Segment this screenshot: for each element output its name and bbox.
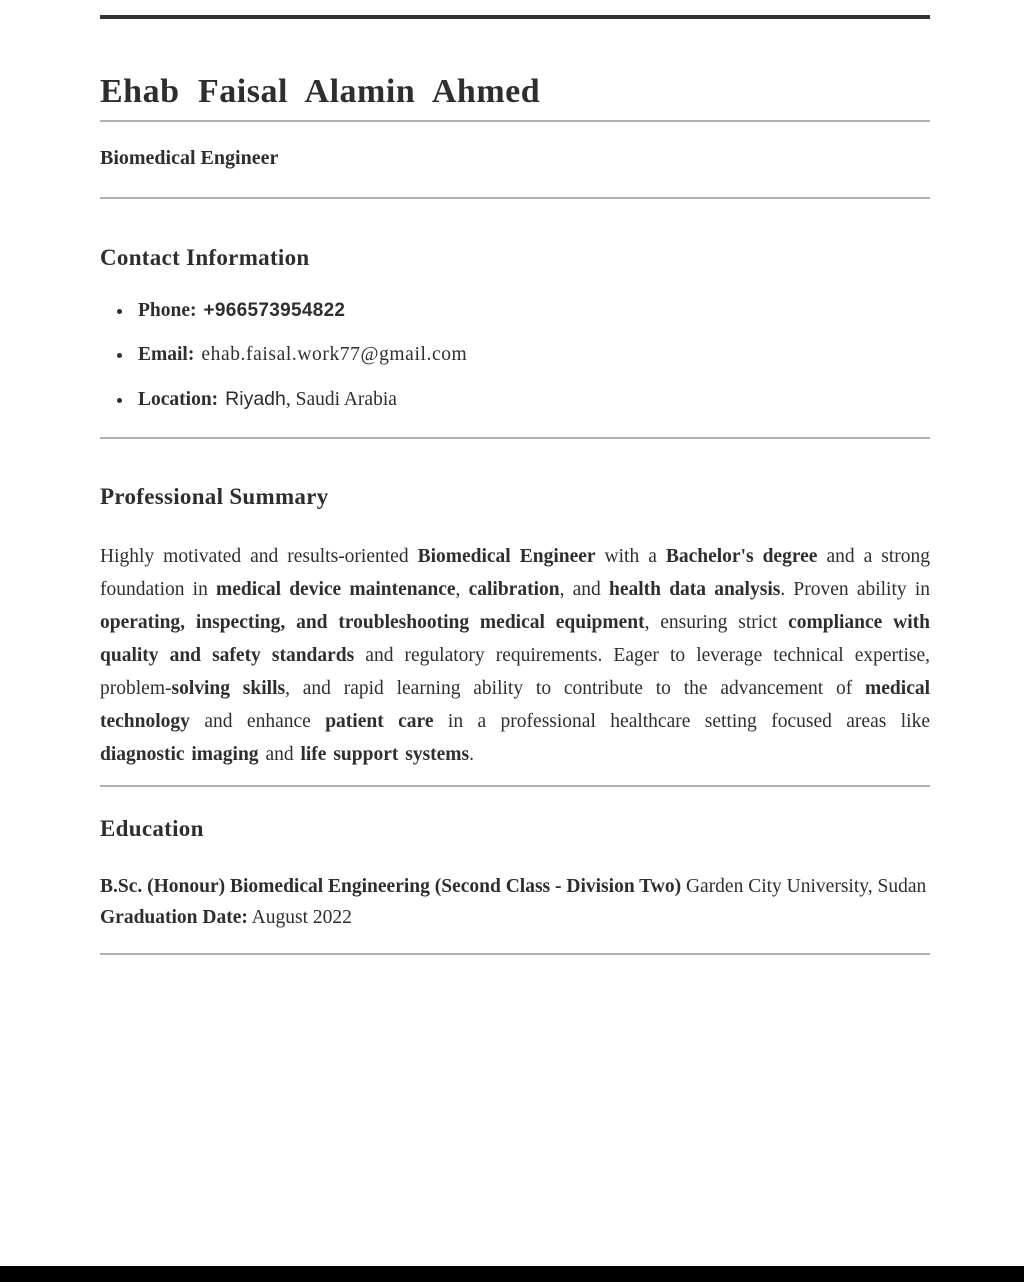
location-country-value: , Saudi Arabia xyxy=(285,388,397,410)
candidate-name: Ehab Faisal Alamin Ahmed xyxy=(100,73,541,110)
email-label: Email: xyxy=(138,343,195,365)
top-divider-bar xyxy=(100,15,930,19)
horizontal-rule xyxy=(100,953,930,955)
professional-summary-paragraph: Highly motivated and results-oriented Biomedical Engineer with a Bachelor's degree and a strong foundation in medical device maintenance, calibration, and health data analysis. Proven ability in operating, inspecting, and troubleshooting medical equipment, ensuring strict compliance with quality and safety standards and regulatory requirements. Eager to leverage technical expertise, problem-solving skills, and rapid learning ability to contribute to the advancement of medical technology and enhance patient care in a professional healthcare setting focused areas like diagnostic imaging and life support systems. xyxy=(100,545,931,765)
education-section-heading: Education xyxy=(100,815,204,841)
horizontal-rule xyxy=(100,785,930,787)
horizontal-rule xyxy=(100,437,930,439)
horizontal-rule xyxy=(100,120,930,122)
bottom-divider-bar xyxy=(0,1266,1024,1282)
contact-item-location xyxy=(134,387,930,412)
contact-item-email xyxy=(134,343,930,367)
job-title: Biomedical Engineer xyxy=(100,147,279,170)
email-value: ehab.faisal.work77@gmail.com xyxy=(201,343,468,365)
resume-document xyxy=(100,0,930,955)
summary-section-heading: Professional Summary xyxy=(100,483,329,509)
phone-value: +966573954822 xyxy=(203,299,346,321)
education-paragraph: B.Sc. (Honour) Biomedical Engineering (Second Class - Division Two) Garden City University, Sudan Graduation Date: August 2022 xyxy=(100,876,927,929)
horizontal-rule xyxy=(100,197,930,199)
contact-list xyxy=(100,299,930,412)
location-label: Location: xyxy=(138,388,219,410)
contact-item-phone xyxy=(134,299,930,323)
contact-section-heading: Contact Information xyxy=(100,245,310,271)
phone-label: Phone: xyxy=(138,299,197,321)
location-city-value: Riyadh xyxy=(225,387,286,410)
